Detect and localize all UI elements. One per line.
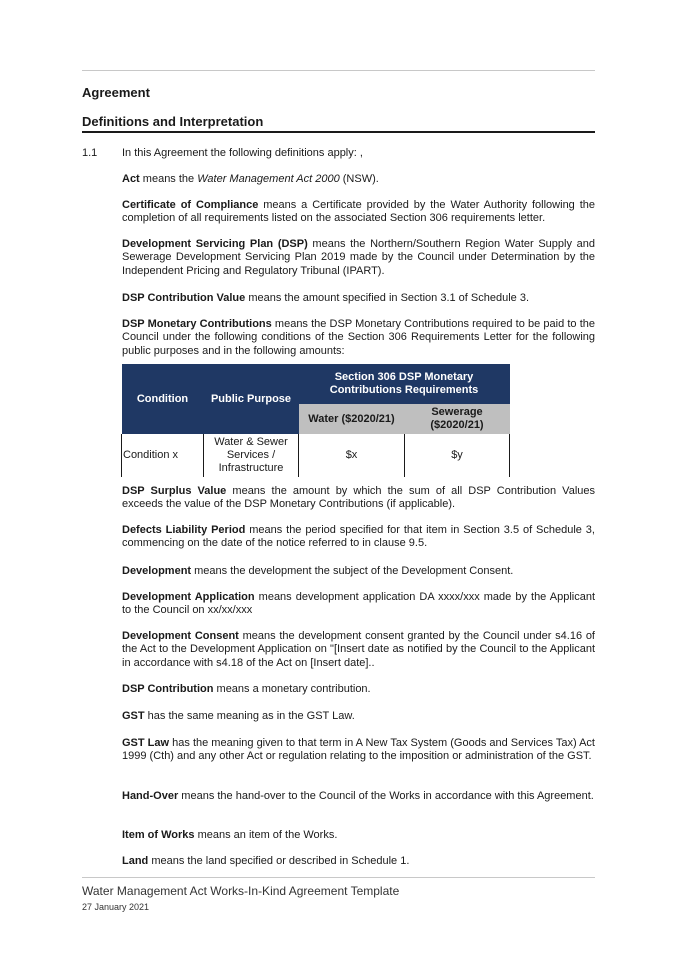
definition-gst-law: GST Law has the meaning given to that term in A New Tax System (Goods and Services Tax) Act 1999 (Cth) and any other Act or regulation relating to the imposition or administration of the GST. xyxy=(122,737,595,763)
header-divider xyxy=(82,70,595,71)
definition-dsp-surplus-value: DSP Surplus Value means the amount by which the sum of all DSP Contribution Values exceeds the value of the DSP Monetary Contributions (if applicable). xyxy=(122,485,595,511)
definition-development-consent: Development Consent means the development consent granted by the Council under s4.16 of the Act to the Development Application on "[Insert date as notified by the Council to the Applicant in accordance with s4.18 of the Act on [Insert date].. xyxy=(122,630,595,669)
definition-hand-over: Hand-Over means the hand-over to the Council of the Works in accordance with this Agreement. xyxy=(122,790,594,802)
heading-underline xyxy=(82,131,595,133)
definition-dsp-contribution-value: DSP Contribution Value means the amount specified in Section 3.1 of Schedule 3. xyxy=(122,292,529,304)
table-row xyxy=(122,434,510,477)
definition-dsp-monetary-contributions: DSP Monetary Contributions means the DSP Monetary Contributions required to be paid to the Council under the following conditions of the Section 306 Requirements Letter for the following public purposes and in the following amounts: xyxy=(122,318,595,357)
clause-text: In this Agreement the following definitions apply: , xyxy=(122,147,363,159)
cell-public-purpose: Water & Sewer Services / Infrastructure xyxy=(204,434,299,477)
clause-number: 1.1 xyxy=(82,147,98,159)
footer-divider xyxy=(82,877,595,878)
definition-development-application: Development Application means development application DA xxxx/xxx made by the Applicant to the Council on xx/xx/xxx xyxy=(122,591,595,617)
definition-item-of-works: Item of Works means an item of the Works. xyxy=(122,829,338,841)
column-header-public-purpose: Public Purpose xyxy=(204,364,299,434)
dsp-contributions-table xyxy=(121,364,510,477)
definition-development-servicing-plan: Development Servicing Plan (DSP) means the Northern/Southern Region Water Supply and Sewerage Development Servicing Plan 2019 made by the Council under Determination by the Independent Pricing and Regulatory Tribunal (IPART). xyxy=(122,238,595,277)
column-header-section-306: Section 306 DSP Monetary Contributions Requirements xyxy=(299,364,510,404)
definition-act: Act means the Water Management Act 2000 (NSW). xyxy=(122,173,379,185)
definition-certificate-of-compliance: Certificate of Compliance means a Certificate provided by the Water Authority following the completion of all requirements listed on the associated Section 306 requirements letter. xyxy=(122,199,595,225)
heading-agreement: Agreement xyxy=(82,85,150,100)
definition-defects-liability-period: Defects Liability Period means the period specified for that item in Section 3.5 of Schedule 3, commencing on the date of the notice referred to in clause 9.5. xyxy=(122,524,595,550)
cell-sewerage: $y xyxy=(405,434,510,477)
footer-date: 27 January 2021 xyxy=(82,902,150,912)
column-header-water: Water ($2020/21) xyxy=(299,404,405,434)
footer-title: Water Management Act Works-In-Kind Agreement Template xyxy=(82,884,400,898)
heading-definitions: Definitions and Interpretation xyxy=(82,114,264,129)
column-header-sewerage: Sewerage ($2020/21) xyxy=(405,404,510,434)
column-header-condition: Condition xyxy=(122,364,204,434)
cell-condition: Condition x xyxy=(122,434,204,477)
definition-dsp-contribution: DSP Contribution means a monetary contribution. xyxy=(122,683,371,695)
definition-development: Development means the development the subject of the Development Consent. xyxy=(122,565,514,577)
cell-water: $x xyxy=(299,434,405,477)
definition-land: Land means the land specified or described in Schedule 1. xyxy=(122,855,410,867)
definition-gst: GST has the same meaning as in the GST Law. xyxy=(122,710,355,722)
